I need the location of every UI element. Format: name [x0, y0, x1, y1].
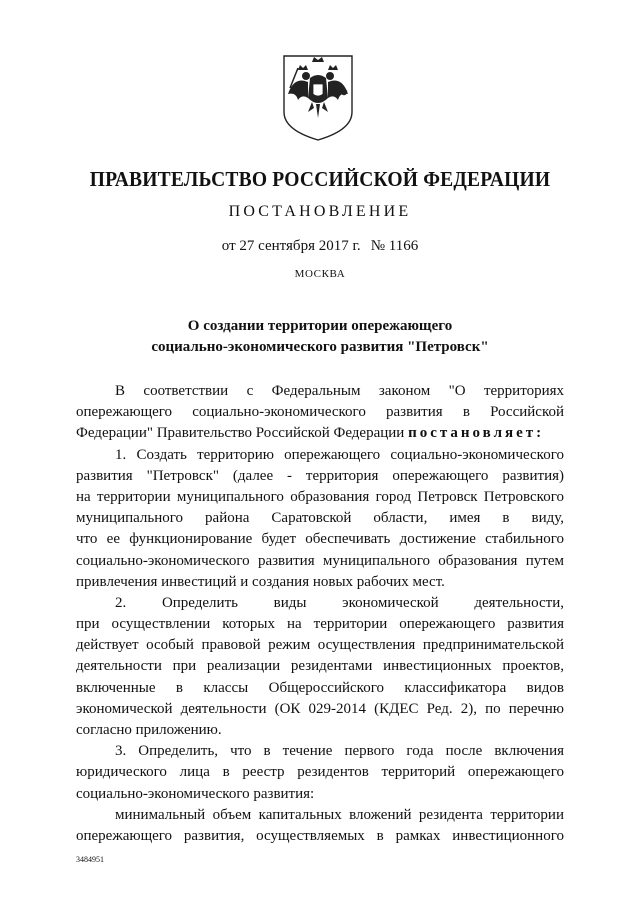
body-line: при осуществлении которых на территории опережающего развития — [76, 616, 564, 633]
subject-line: социально-экономического развития "Петровск" — [151, 339, 489, 355]
body-line: 2. Определить виды экономической деятельности, — [115, 594, 564, 611]
body-line: на территории муниципального образования город Петровск Петровского — [76, 488, 564, 505]
body-line: привлечения инвестиций и создания новых рабочих мест. — [76, 573, 445, 590]
government-title: ПРАВИТЕЛЬСТВО РОССИЙСКОЙ ФЕДЕРАЦИИ — [89, 167, 551, 191]
decree-verb: постановляет: — [408, 425, 545, 442]
body-line: развития "Петровск" (далее - территория опережающего развития) — [76, 467, 564, 484]
document-city: МОСКВА — [294, 268, 346, 280]
body-line: деятельности при реализации резидентами инвестиционных проектов, — [76, 658, 564, 675]
body-line: социально-экономического развития муниципального образования путем — [76, 552, 564, 569]
body-line: экономической деятельности (ОК 029-2014 (КДЕС Ред. 2), по перечню — [76, 700, 564, 717]
body-line — [76, 423, 564, 444]
body-line: юридического лица в реестр резидентов территорий опережающего — [76, 764, 564, 781]
subject-line: О создании территории опережающего — [187, 318, 453, 334]
body-line: В соответствии с Федеральным законом "О территориях — [115, 383, 564, 399]
document-number: № 1166 — [370, 238, 419, 254]
body-line: включенные в классы Общероссийского классификатора видов — [76, 679, 564, 696]
body-line: действует особый правовой режим осуществления предпринимательской — [76, 637, 564, 654]
body-line: муниципального района Саратовской области, имея в виду, — [76, 510, 564, 527]
document-subject — [0, 316, 640, 358]
body-line: согласно приложению. — [76, 722, 222, 738]
document-date: от 27 сентября 2017 г. — [221, 238, 361, 254]
body-line: опережающего развития, осуществляемых в рамках инвестиционного — [76, 827, 564, 844]
body-line: социально-экономического развития: — [76, 785, 315, 802]
body-line: опережающего социально-экономического развития в Российской — [76, 404, 564, 421]
document-id: 3484951 — [76, 855, 104, 864]
document-date-line — [0, 238, 640, 255]
body-line: минимальный объем капитальных вложений резидента территории — [115, 806, 564, 823]
document-body — [76, 381, 564, 847]
body-line: 1. Создать территорию опережающего социально-экономического — [115, 446, 564, 463]
document-type: ПОСТАНОВЛЕНИЕ — [228, 203, 412, 220]
body-line: 3. Определить, что в течение первого года после включения — [115, 743, 564, 760]
body-text: Федерации" Правительство Российской Федерации — [76, 425, 409, 442]
russian-coat-of-arms-icon — [276, 50, 360, 144]
body-line: что ее функционирование будет обеспечивать достижение стабильного — [76, 531, 564, 548]
